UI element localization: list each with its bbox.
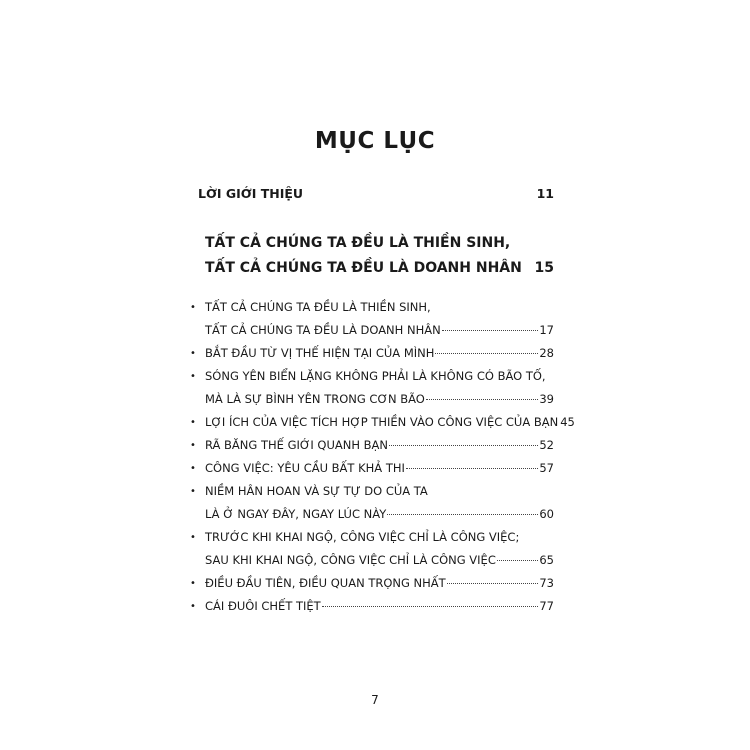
toc-entry-title: BẮT ĐẦU TỪ VỊ THẾ HIỆN TẠI CỦA MÌNH <box>205 346 435 360</box>
toc-entry-line <box>205 365 554 388</box>
dot-leader <box>389 445 538 446</box>
toc-entry <box>190 342 554 365</box>
bullet-icon: • <box>190 463 196 474</box>
toc-entry-title: LỢI ÍCH CỦA VIỆC TÍCH HỢP THIỀN VÀO CÔNG VIỆC CỦA BẠN <box>205 415 559 429</box>
toc-intro-row <box>198 186 554 201</box>
dot-leader <box>406 468 538 469</box>
toc-entry-page-number: 39 <box>539 392 554 406</box>
part-heading <box>205 231 554 281</box>
toc-entry-line <box>205 388 554 411</box>
toc-entry-page-number: 73 <box>539 576 554 590</box>
toc-entry-line <box>205 411 575 434</box>
toc-entry-line <box>205 526 554 549</box>
intro-label: LỜI GIỚI THIỆU <box>198 186 304 201</box>
toc-entry <box>190 296 554 342</box>
toc-entry-line <box>205 549 554 572</box>
bullet-icon: • <box>190 417 196 428</box>
page-number: 7 <box>371 693 379 707</box>
toc-entry-page-number: 45 <box>560 415 575 429</box>
bullet-icon: • <box>190 371 196 382</box>
toc-entry-page-number: 57 <box>539 461 554 475</box>
toc-entry-title: SÓNG YÊN BIỂN LẶNG KHÔNG PHẢI LÀ KHÔNG CÓ BÃO TỐ, <box>205 369 546 383</box>
toc-entry-title: RÃ BĂNG THẾ GIỚI QUANH BẠN <box>205 438 389 452</box>
dot-leader <box>442 330 539 331</box>
toc-entry-line <box>205 434 554 457</box>
toc-entry-line <box>205 342 554 365</box>
toc-entry-title: MÀ LÀ SỰ BÌNH YÊN TRONG CƠN BÃO <box>205 392 425 406</box>
toc-entry-line <box>205 572 554 595</box>
dot-leader <box>387 514 538 515</box>
dot-leader <box>447 583 539 584</box>
toc-entry <box>190 526 554 572</box>
toc-entry-title: SAU KHI KHAI NGỘ, CÔNG VIỆC CHỈ LÀ CÔNG VIỆC <box>205 553 496 567</box>
toc-entry-title: NIỀM HÂN HOAN VÀ SỰ TỰ DO CỦA TA <box>205 484 428 498</box>
bullet-icon: • <box>190 578 196 589</box>
part-page-number: 15 <box>534 260 554 276</box>
toc-entry-title: CÁI ĐUÔI CHẾT TIỆT <box>205 599 321 613</box>
toc-entry-title: TRƯỚC KHI KHAI NGỘ, CÔNG VIỆC CHỈ LÀ CÔNG VIỆC; <box>205 530 520 544</box>
dot-leader <box>322 606 539 607</box>
part-heading-line1: TẤT CẢ CHÚNG TA ĐỀU LÀ THIỀN SINH, <box>205 235 511 251</box>
bullet-icon: • <box>190 601 196 612</box>
toc-entry-page-number: 52 <box>539 438 554 452</box>
dot-leader <box>497 560 539 561</box>
toc-entry-page-number: 77 <box>539 599 554 613</box>
toc-entry <box>190 572 554 595</box>
toc-entry-line <box>205 296 554 319</box>
bullet-icon: • <box>190 348 196 359</box>
toc-entry-title: TẤT CẢ CHÚNG TA ĐỀU LÀ THIỀN SINH, <box>205 300 431 314</box>
toc-entry <box>190 595 554 618</box>
toc-entry-title: CÔNG VIỆC: YÊU CẦU BẤT KHẢ THI <box>205 461 405 475</box>
toc-entry-page-number: 60 <box>539 507 554 521</box>
toc-entry-line <box>205 503 554 526</box>
toc-entry <box>190 457 554 480</box>
toc-list <box>190 296 575 618</box>
toc-entry <box>190 434 554 457</box>
toc-entry-line <box>205 595 554 618</box>
toc-entry-page-number: 65 <box>539 553 554 567</box>
toc-entry <box>190 365 554 411</box>
bullet-icon: • <box>190 532 196 543</box>
part-heading-line2: TẤT CẢ CHÚNG TA ĐỀU LÀ DOANH NHÂN <box>205 260 522 276</box>
toc-title: MỤC LỤC <box>314 128 436 154</box>
intro-page-number: 11 <box>536 186 554 201</box>
dot-leader <box>426 399 539 400</box>
toc-entry-title: ĐIỀU ĐẦU TIÊN, ĐIỀU QUAN TRỌNG NHẤT <box>205 576 446 590</box>
toc-entry <box>190 480 554 526</box>
toc-entry-title: TẤT CẢ CHÚNG TA ĐỀU LÀ DOANH NHÂN <box>205 323 441 337</box>
toc-entry <box>190 411 575 434</box>
toc-entry-title: LÀ Ở NGAY ĐÂY, NGAY LÚC NÀY <box>205 507 387 521</box>
bullet-icon: • <box>190 440 196 451</box>
toc-entry-line <box>205 319 554 342</box>
bullet-icon: • <box>190 486 196 497</box>
toc-entry-page-number: 28 <box>539 346 554 360</box>
toc-entry-line <box>205 457 554 480</box>
bullet-icon: • <box>190 302 196 313</box>
part-heading-line2-row <box>205 256 554 281</box>
toc-entry-page-number: 17 <box>539 323 554 337</box>
dot-leader <box>435 353 538 354</box>
toc-entry-line <box>205 480 554 503</box>
